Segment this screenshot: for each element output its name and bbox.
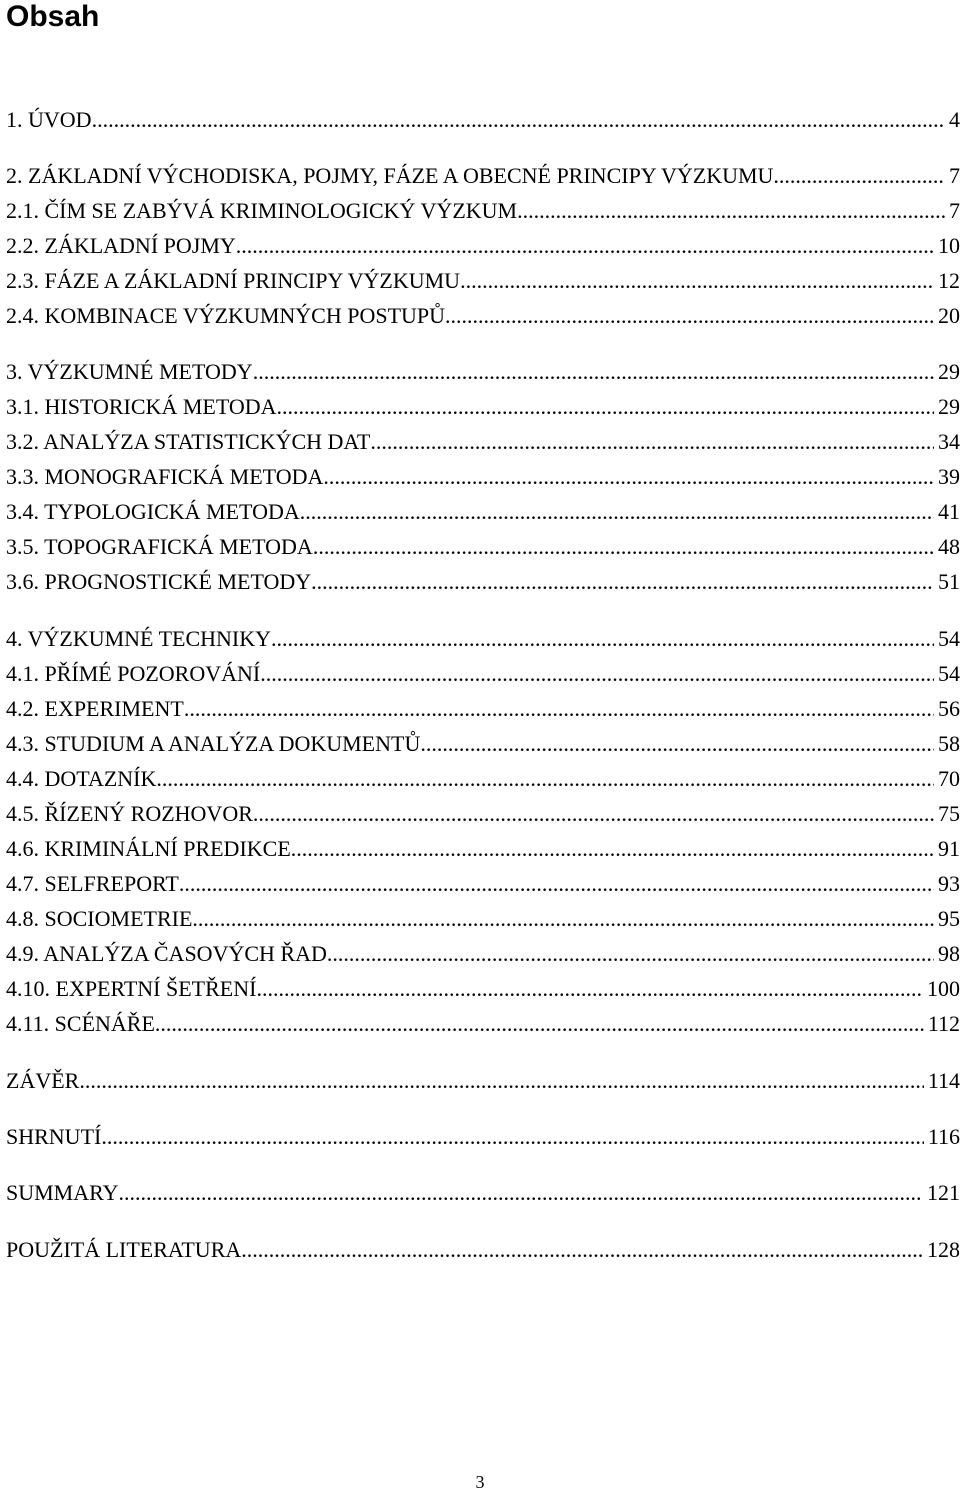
toc-entry-page: 39 [938, 464, 960, 489]
toc-entry[interactable] [6, 731, 960, 757]
toc-entry-label: 4.5. ŘÍZENÝ ROZHOVOR [6, 801, 253, 826]
toc-entry-page: 58 [938, 731, 960, 756]
toc-leader-dots [101, 1124, 923, 1150]
toc-leader-dots [92, 107, 945, 133]
toc-entry[interactable] [6, 836, 960, 862]
toc-entry-label: 4.3. STUDIUM A ANALÝZA DOKUMENTŮ [6, 731, 421, 756]
toc-entry-label: POUŽITÁ LITERATURA [6, 1237, 242, 1262]
toc-entry-label: 4.11. SCÉNÁŘE [6, 1011, 155, 1036]
toc-entry-label: 3.6. PROGNOSTICKÉ METODY [6, 569, 312, 594]
toc-leader-dots [291, 836, 934, 862]
toc-entry[interactable] [6, 464, 960, 490]
toc-entry-label: 2.2. ZÁKLADNÍ POJMY [6, 233, 236, 258]
toc-entry-label: 3.4. TYPOLOGICKÁ METODA [6, 499, 300, 524]
toc-leader-dots [300, 499, 934, 525]
toc-entry-page: 56 [938, 696, 960, 721]
toc-entry[interactable] [6, 1180, 960, 1206]
toc-entry-page: 75 [938, 801, 960, 826]
toc-entry-label: 3.1. HISTORICKÁ METODA [6, 394, 277, 419]
toc-entry-page: 98 [938, 941, 960, 966]
toc-entry[interactable] [6, 198, 960, 224]
toc-leader-dots [256, 976, 923, 1002]
toc-entry[interactable] [6, 429, 960, 455]
toc-leader-dots [260, 661, 934, 687]
toc-entry-page: 116 [927, 1124, 960, 1149]
toc-entry-page: 4 [949, 107, 960, 132]
toc-leader-dots [311, 569, 934, 595]
toc-leader-dots [271, 626, 934, 652]
toc-entry[interactable] [6, 1237, 960, 1263]
toc-entry-label: SHRNUTÍ [6, 1124, 102, 1149]
toc-entry-page: 91 [938, 836, 960, 861]
toc-leader-dots [327, 941, 934, 967]
toc-entry-label: 4.7. SELFREPORT [6, 871, 179, 896]
toc-entry-page: 20 [938, 303, 960, 328]
toc-entry-label: 2. ZÁKLADNÍ VÝCHODISKA, POJMY, FÁZE A OBECNÉ PRINCIPY VÝZKUMU [6, 163, 774, 188]
toc-leader-dots [79, 1068, 923, 1094]
toc-entry-page: 10 [938, 233, 960, 258]
page-number: 3 [475, 1472, 485, 1492]
toc-leader-dots [236, 233, 934, 259]
toc-entry[interactable] [6, 801, 960, 827]
toc-entry[interactable] [6, 359, 960, 385]
toc-entry-page: 48 [938, 534, 960, 559]
toc-entry-label: 3.2. ANALÝZA STATISTICKÝCH DAT [6, 429, 371, 454]
toc-entry[interactable] [6, 661, 960, 687]
toc-entry-page: 41 [938, 499, 960, 524]
toc-entry-label: 3. VÝZKUMNÉ METODY [6, 359, 253, 384]
toc-entry-label: 4.8. SOCIOMETRIE [6, 906, 193, 931]
toc-leader-dots [253, 801, 934, 827]
toc-entry[interactable] [6, 107, 960, 133]
toc-entry[interactable] [6, 303, 960, 329]
toc-entry-page: 100 [927, 976, 960, 1001]
toc-entry-page: 121 [927, 1180, 960, 1205]
toc-entry-label: SUMMARY [6, 1180, 119, 1205]
toc-entry[interactable] [6, 394, 960, 420]
toc-entry[interactable] [6, 233, 960, 259]
toc-entry[interactable] [6, 268, 960, 294]
toc-entry[interactable] [6, 766, 960, 792]
toc-entry-label: 4.6. KRIMINÁLNÍ PREDIKCE [6, 836, 291, 861]
toc-leader-dots [773, 163, 945, 189]
toc-leader-dots [118, 1180, 923, 1206]
toc-entry-label: 4. VÝZKUMNÉ TECHNIKY [6, 626, 272, 651]
toc-entry-page: 54 [938, 626, 960, 651]
toc-entry-page: 112 [927, 1011, 960, 1036]
toc-leader-dots [155, 1011, 924, 1037]
toc-entry-page: 29 [938, 359, 960, 384]
toc-entry-page: 54 [938, 661, 960, 686]
toc-entry-page: 34 [938, 429, 960, 454]
toc-entry[interactable] [6, 871, 960, 897]
toc-entry[interactable] [6, 976, 960, 1002]
toc-leader-dots [192, 906, 934, 932]
toc-leader-dots [420, 731, 934, 757]
toc-leader-dots [156, 766, 934, 792]
toc-entry-label: 2.4. KOMBINACE VÝZKUMNÝCH POSTUPŮ [6, 303, 446, 328]
toc-entry-page: 29 [938, 394, 960, 419]
toc-leader-dots [460, 268, 934, 294]
toc-entry[interactable] [6, 534, 960, 560]
page-title: Obsah [6, 0, 100, 33]
toc-entry-page: 95 [938, 906, 960, 931]
toc-leader-dots [517, 198, 945, 224]
toc-entry-label: 3.5. TOPOGRAFICKÁ METODA [6, 534, 313, 559]
toc-entry-label: 4.9. ANALÝZA ČASOVÝCH ŘAD [6, 941, 327, 966]
toc-entry-page: 114 [927, 1068, 960, 1093]
toc-entry-page: 128 [927, 1237, 960, 1262]
toc-leader-dots [253, 359, 934, 385]
toc-entry-label: 4.1. PŘÍMÉ POZOROVÁNÍ [6, 661, 261, 686]
toc-entry-page: 93 [938, 871, 960, 896]
toc-leader-dots [445, 303, 934, 329]
toc-entry-page: 70 [938, 766, 960, 791]
toc-entry-label: ZÁVĚR [6, 1068, 80, 1093]
toc-entry-label: 2.1. ČÍM SE ZABÝVÁ KRIMINOLOGICKÝ VÝZKUM [6, 198, 518, 223]
toc-entry[interactable] [6, 906, 960, 932]
toc-entry[interactable] [6, 1011, 960, 1037]
toc-entry[interactable] [6, 941, 960, 967]
toc-entry[interactable] [6, 163, 960, 189]
toc-entry-page: 12 [938, 268, 960, 293]
toc-entry[interactable] [6, 1068, 960, 1094]
toc-entry[interactable] [6, 626, 960, 652]
toc-entry[interactable] [6, 499, 960, 525]
toc-leader-dots [179, 871, 934, 897]
toc-entry-page: 7 [949, 163, 960, 188]
toc-leader-dots [323, 464, 934, 490]
toc-entry-label: 3.3. MONOGRAFICKÁ METODA [6, 464, 324, 489]
toc-leader-dots [313, 534, 934, 560]
toc-entry-label: 1. ÚVOD [6, 107, 92, 132]
toc-entry-page: 51 [938, 569, 960, 594]
toc-entry-label: 4.2. EXPERIMENT [6, 696, 184, 721]
toc-entry-label: 2.3. FÁZE A ZÁKLADNÍ PRINCIPY VÝZKUMU [6, 268, 461, 293]
toc-entry[interactable] [6, 1124, 960, 1150]
toc-entry-page: 7 [949, 198, 960, 223]
toc-leader-dots [277, 394, 934, 420]
toc-leader-dots [241, 1237, 923, 1263]
toc-leader-dots [370, 429, 934, 455]
toc-entry[interactable] [6, 569, 960, 595]
toc-entry[interactable] [6, 696, 960, 722]
toc-entry-label: 4.4. DOTAZNÍK [6, 766, 157, 791]
toc-leader-dots [184, 696, 934, 722]
toc-entry-label: 4.10. EXPERTNÍ ŠETŘENÍ [6, 976, 257, 1001]
